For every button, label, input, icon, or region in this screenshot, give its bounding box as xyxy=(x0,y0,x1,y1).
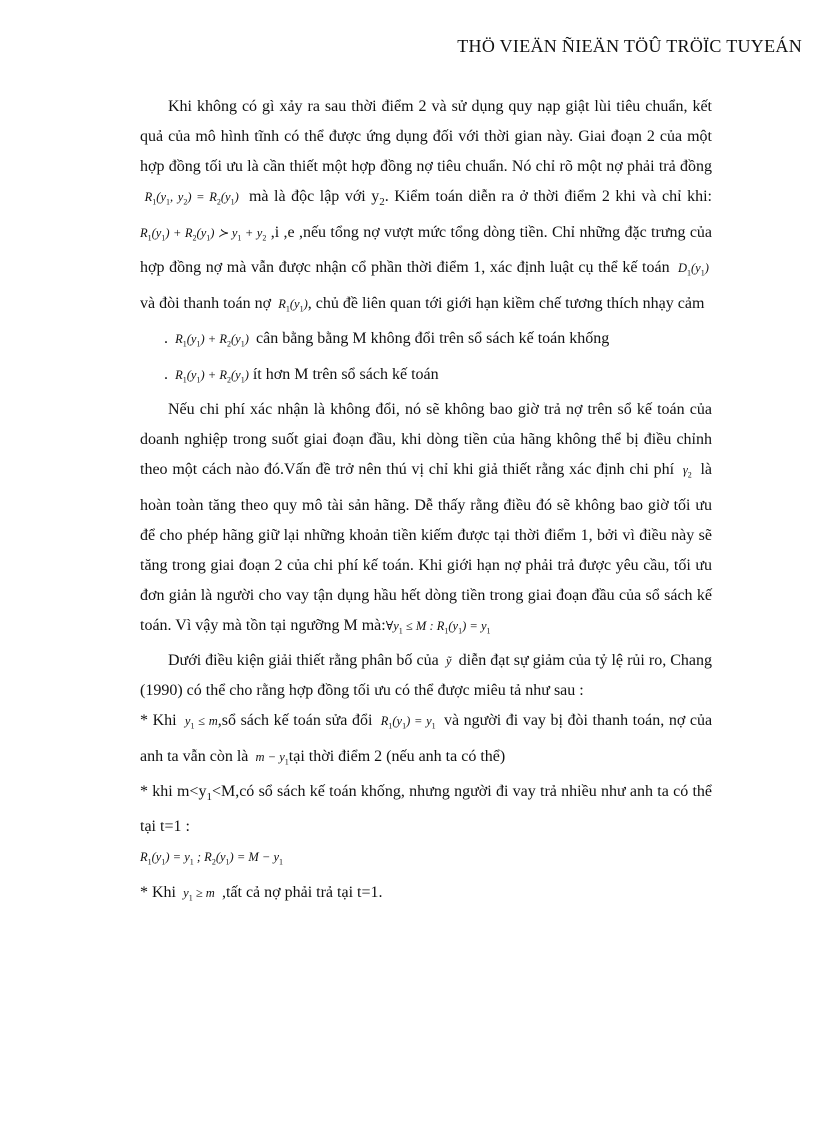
bullet-1: . $R_1(y_1) + R_2(y_1)$ cân bằng bằng M không đổi trên sổ sách kế toán khống xyxy=(164,330,610,349)
case-2: * khi $m<y_1<M,có$ sổ sách kế toán khống, nhưng người đi vay trả nhiều như anh ta có thể tại t=1 : xyxy=(140,783,713,836)
library-header: THÖ VIEÄN ÑIEÄN TÖÛ TRÖÏC TUYEÁN xyxy=(457,36,802,56)
formula-y-tilde: ỹ xyxy=(442,654,455,668)
bullet-2: . $R_1(y_1) + R_2(y_1)$ ít hơn M trên sổ sách kế toán xyxy=(164,365,439,384)
case-2-formula: $R_1(y_1) = y_1$ ; $R_2(y_1) = M - y_1$ xyxy=(140,850,284,867)
case-1: * Khi $y_1$ ≤ m,sổ sách kế toán sửa đổi $R_1(y_1) = y_1$ và người đi vay bị đòi thanh toán, nợ của anh ta vẫn còn là $m - y_1tại$ thời điểm 2 (nếu anh ta có thể) xyxy=(140,712,713,766)
formula-audit: $R_1(y_1) + R_2(y_1)$ ≻ $y_1 + y_2$ xyxy=(140,225,267,242)
formula-gamma2: $\gamma_2$ xyxy=(678,463,692,480)
case-3: * Khi $y_1 \ge m$ ,tất cả nợ phải trả tại t=1. xyxy=(140,883,383,903)
formula-r1: $R_1(y_1$, $y_2) = R_2(y_1)$ xyxy=(140,190,244,207)
paragraph-3: Dưới điều kiện giải thiết rằng phân bố của ỹ diễn đạt sự giảm của tỷ lệ rủi ro, Chang (1990) có thể cho rằng hợp đồng tối ưu có thể được miêu tả như sau : xyxy=(140,652,713,699)
formula-r1-y1: $R_1(y_1)$ xyxy=(275,296,308,313)
formula-threshold: $\forall y_1 \le M$ : $R_1(y_1) = y_1$ xyxy=(385,618,491,635)
formula-d1: $D_1(y_1)$ xyxy=(674,261,713,278)
paragraph-2: Nếu chi phí xác nhận là không đổi, nó sẽ không bao giờ trả nợ trên sổ kế toán của doanh nghiệp trong suốt giai đoạn đầu, khi dòng tiền của hãng không thể bị điều chỉnh theo một cách nào đó.Vấn đề trở nên thú vị chỉ khi giả thiết rằng xác định chi phí $\gamma_2$ là hoàn toàn tăng theo quy mô tài sản hãng. Dễ thấy rằng điều đó sẽ không bao giờ tối ưu để cho phép hãng giữ lại những khoản tiền kiếm được tại thời điểm 1, bởi vì điều này sẽ tăng trong giai đoạn 2 của chi phí kế toán. Khi giới hạn nợ phải trả được yêu cầu, tối ưu đơn giản là người cho vay tận dụng hầu hết dòng tiền trong giai đoạn đầu của sổ sách kế toán. Vì vậy mà tồn tại ngưỡng M $mà:\forall y_1 \le M$ : $R_1(y_1) = y_1$ xyxy=(140,401,713,635)
paragraph-1: Khi không có gì xảy ra sau thời điểm 2 và sử dụng quy nạp giật lùi tiêu chuẩn, kết quả của mô hình tĩnh có thể được ứng dụng đối với thời gian này. Giai đoạn 2 của một hợp đồng tối ưu là cần thiết một hợp đồng nợ tiêu chuẩn. Nó chỉ rõ một nợ phải trả đồng $R_1(y_1$, $y_2) = R_2(y_1)$ mà là độc lập với $y_2$. Kiểm toán diễn ra ở thời điểm 2 khi và chỉ khi: $R_1(y_1) + R_2(y_1)$ ≻ $y_1 + y_2$ ,i ,e ,nếu tổng nợ vượt mức tổng dòng tiền. Chỉ những đặc trưng của hợp đồng nợ mà vẫn được nhận cổ phần thời điểm 1, xác định luật cụ thể kế toán $D_1(y_1)$ và đòi thanh toán nợ $R_1(y_1)$, chủ đề liên quan tới giới hạn kiềm chế tương thích nhạy cảm xyxy=(140,98,713,313)
document-body xyxy=(140,92,712,913)
